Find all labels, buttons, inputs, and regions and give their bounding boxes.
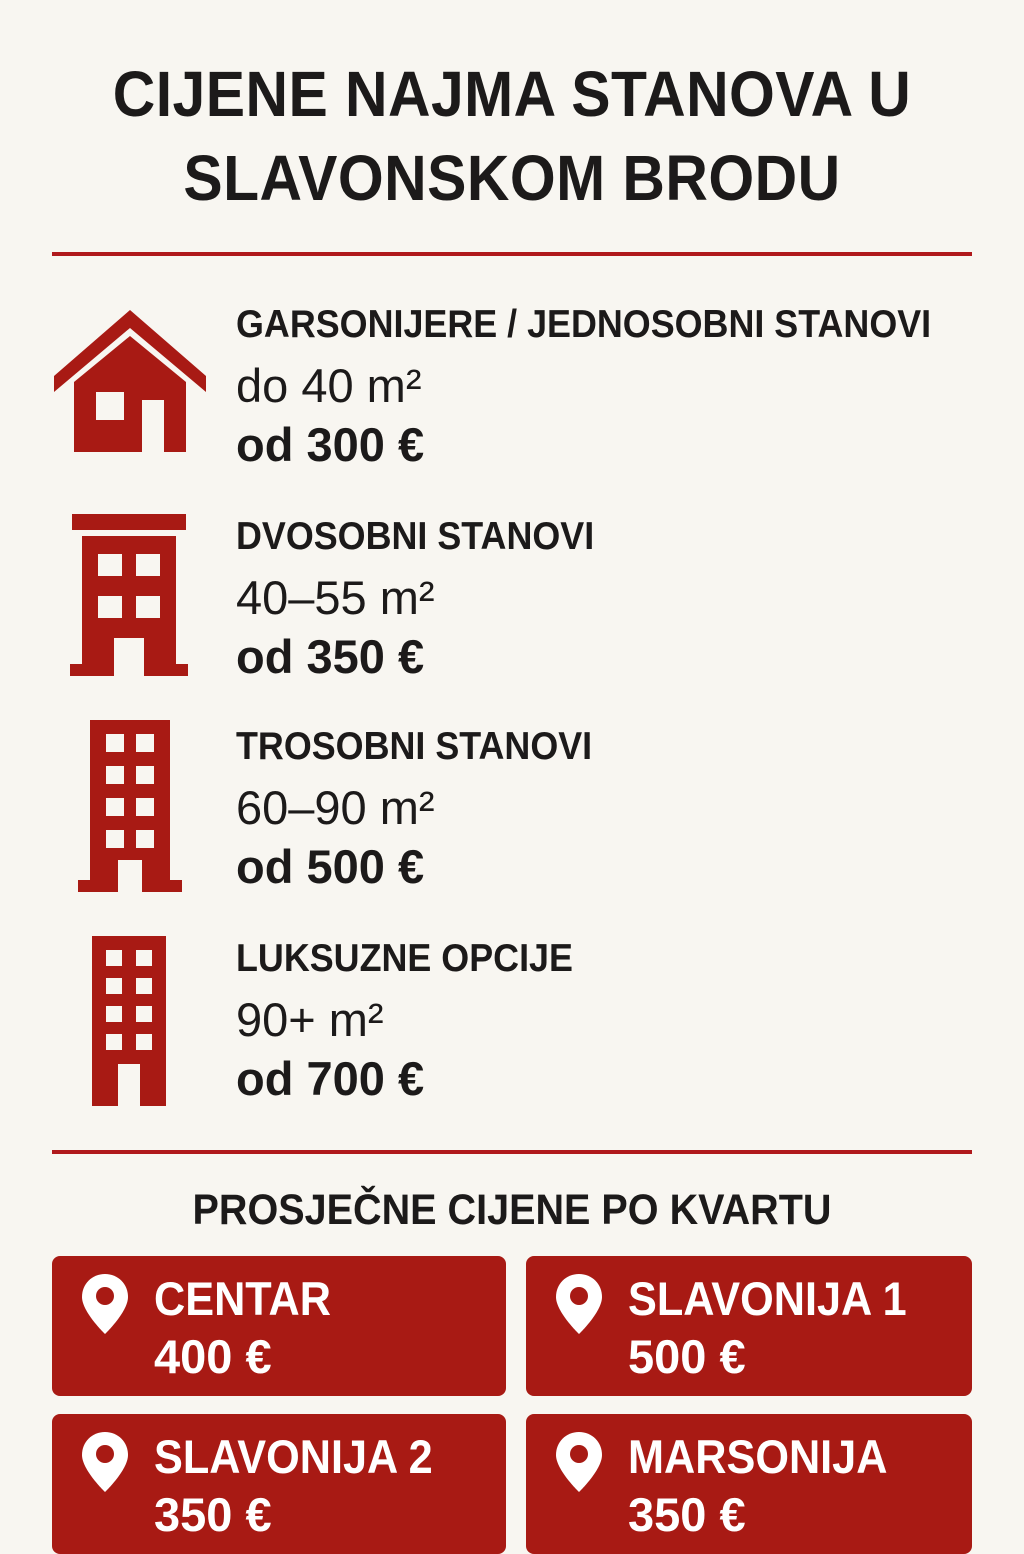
divider-top [52, 252, 972, 256]
neighborhood-name: CENTAR [154, 1272, 331, 1325]
category-row-luxury [0, 934, 1024, 1124]
building-icon [70, 514, 188, 681]
category-price: od 300 € [236, 418, 425, 471]
neighborhood-price: 350 € [154, 1488, 272, 1541]
category-name: LUKSUZNE OPCIJE [236, 937, 573, 980]
neighborhood-card-centar [52, 1256, 506, 1396]
neighborhood-name: MARSONIJA [628, 1430, 888, 1483]
neighborhood-price: 500 € [628, 1330, 746, 1383]
location-pin-icon [556, 1432, 602, 1497]
neighborhood-price: 350 € [628, 1488, 746, 1541]
title-line-2: SLAVONSKOM BRODU [183, 142, 841, 214]
page-title [41, 52, 983, 220]
location-pin-icon [82, 1432, 128, 1497]
neighborhood-name: SLAVONIJA 1 [628, 1272, 907, 1325]
neighborhood-name: SLAVONIJA 2 [154, 1430, 433, 1483]
building-icon [78, 720, 182, 897]
category-size: 40–55 m² [236, 571, 435, 624]
category-row-three-room [0, 722, 1024, 912]
category-price: od 350 € [236, 630, 425, 683]
category-row-two-room [0, 512, 1024, 702]
category-size: 90+ m² [236, 993, 384, 1046]
category-name: GARSONIJERE / JEDNOSOBNI STANOVI [236, 303, 932, 346]
category-size: 60–90 m² [236, 781, 435, 834]
category-price: od 700 € [236, 1052, 425, 1105]
title-line-1: CIJENE NAJMA STANOVA U [112, 58, 912, 130]
house-icon [50, 306, 210, 457]
neighborhood-card-slavonija-2 [52, 1414, 506, 1554]
location-pin-icon [556, 1274, 602, 1339]
neighborhoods-heading: PROSJEČNE CIJENE PO KVARTU [192, 1186, 832, 1234]
neighborhood-card-marsonija [526, 1414, 972, 1554]
location-pin-icon [82, 1274, 128, 1339]
tower-icon [90, 936, 168, 1111]
category-size: do 40 m² [236, 359, 422, 412]
divider-bottom [52, 1150, 972, 1154]
category-row-studio [0, 300, 1024, 490]
category-price: od 500 € [236, 840, 425, 893]
category-name: TROSOBNI STANOVI [236, 725, 593, 768]
neighborhood-card-slavonija-1 [526, 1256, 972, 1396]
neighborhood-price: 400 € [154, 1330, 272, 1383]
category-name: DVOSOBNI STANOVI [236, 515, 595, 558]
